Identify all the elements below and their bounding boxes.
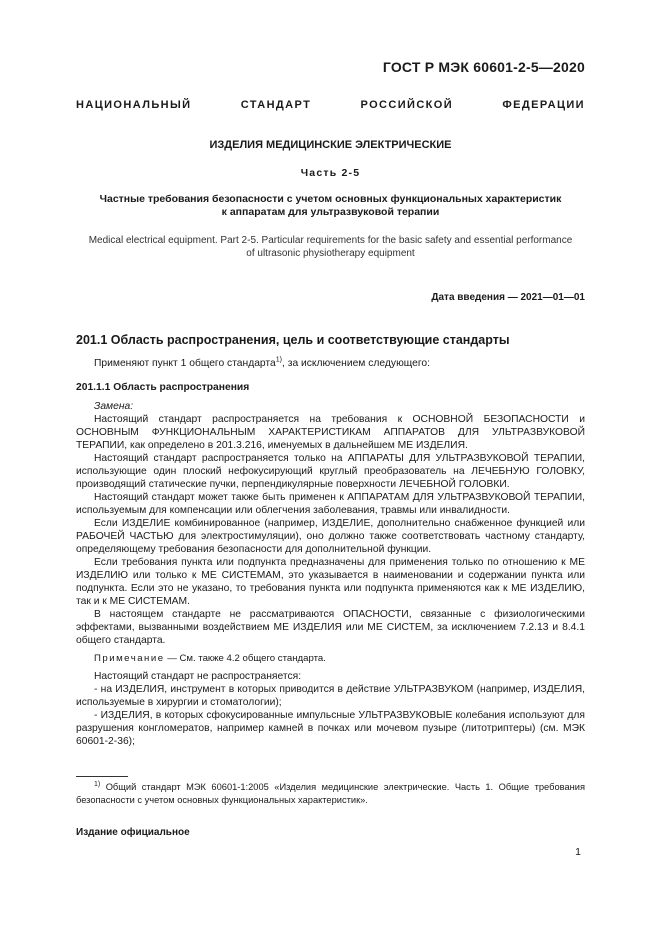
section-intro bbox=[76, 357, 585, 370]
english-title-line-2: of ultrasonic physiotherapy equipment bbox=[246, 248, 415, 259]
footnote-divider bbox=[76, 776, 128, 777]
document-subtitle bbox=[76, 193, 585, 219]
footnote-reference[interactable]: 1) bbox=[275, 356, 282, 364]
page-number: 1 bbox=[575, 846, 581, 858]
not-apply-intro: Настоящий стандарт не распространяется: bbox=[94, 671, 302, 682]
scope-paragraph: Настоящий стандарт распространяется на требования к ОСНОВНОЙ БЕЗОПАСНОСТИ и ОСНОВНЫМ ФУНКЦИОНАЛЬНЫМ ХАРАКТЕРИСТИКАМ АППАРАТОВ ДЛЯ УЛЬТРАЗВУКОВОЙ ТЕРАПИИ, как определено в 201.3.216, именуемых в дальнейшем МЕ ИЗДЕЛИЯ. bbox=[76, 414, 585, 451]
scope-body bbox=[76, 400, 585, 748]
note-label: Примечание bbox=[94, 653, 165, 664]
note bbox=[76, 652, 585, 665]
subtitle-line-1: Частные требования безопасности с учетом основных функциональных характеристик bbox=[99, 193, 562, 205]
intro-text-before: Применяют пункт 1 общего стандарта bbox=[94, 358, 276, 369]
scope-paragraph: Если ИЗДЕЛИЕ комбинированное (например, ИЗДЕЛИЕ, дополнительно снабженное функцией или РАБОЧЕЙ ЧАСТЬЮ для электростимуляции), оно должно также соответствовать частному стандарту, определяющему требования безопасности для дополнительной функции. bbox=[76, 518, 585, 555]
document-part: Часть 2-5 bbox=[300, 167, 361, 179]
english-title bbox=[76, 234, 585, 260]
note-text: — См. также 4.2 общего стандарта. bbox=[164, 653, 326, 664]
scope-paragraph: В настоящем стандарте не рассматриваются ОПАСНОСТИ, связанные с физиологическими эффектами, вызванными воздействием МЕ ИЗДЕЛИЯ или МЕ СИСТЕМ, за исключением 7.2.13 и 8.4.1 общего стандарта. bbox=[76, 609, 585, 646]
standard-designation: ГОСТ Р МЭК 60601-2-5—2020 bbox=[382, 59, 585, 75]
footnote-text: Общий стандарт МЭК 60601-1:2005 «Изделия медицинские электрические. Часть 1. Общие требования безопасности с учетом основных функциональных характеристик». bbox=[76, 782, 585, 805]
scope-paragraph: Настоящий стандарт может также быть применен к АППАРАТАМ ДЛЯ УЛЬТРАЗВУКОВОЙ ТЕРАПИИ, используемым для компенсации или облегчения заболевания, травмы или инвалидности. bbox=[76, 492, 585, 516]
document-title: ИЗДЕЛИЯ МЕДИЦИНСКИЕ ЭЛЕКТРИЧЕСКИЕ bbox=[209, 139, 452, 151]
not-apply-item: - ИЗДЕЛИЯ, в которых сфокусированные импульсные УЛЬТРАЗВУКОВЫЕ колебания используют для разрушения конгломератов, например камней в почках или мочевом пузыре (литотриптеры) (см. МЭК 60601-2-36); bbox=[76, 710, 585, 747]
intro-text-after: , за исключением следующего: bbox=[282, 358, 430, 369]
national-standard-banner: НАЦИОНАЛЬНЫЙ СТАНДАРТ РОССИЙСКОЙ ФЕДЕРАЦИИ bbox=[76, 99, 585, 111]
english-title-line-1: Medical electrical equipment. Part 2-5. Particular requirements for the basic safety and essential performance bbox=[88, 235, 573, 246]
introduction-date: Дата введения — 2021—01—01 bbox=[431, 292, 585, 303]
footnote bbox=[76, 781, 585, 806]
subsection-heading: 201.1.1 Область распространения bbox=[76, 382, 250, 393]
not-apply-item: - на ИЗДЕЛИЯ, инструмент в которых приводится в действие УЛЬТРАЗВУКОМ (например, ИЗДЕЛИЯ, используемые в хирургии и стоматологии); bbox=[76, 684, 585, 708]
footnote-marker: 1) bbox=[94, 780, 101, 788]
replacement-label: Замена: bbox=[94, 401, 134, 412]
subtitle-line-2: к аппаратам для ультразвуковой терапии bbox=[221, 206, 440, 218]
official-edition-label: Издание официальное bbox=[76, 827, 190, 838]
section-heading: 201.1 Область распространения, цель и соответствующие стандарты bbox=[76, 333, 510, 347]
scope-paragraph: Если требования пункта или подпункта предназначены для применения только по отношению к МЕ ИЗДЕЛИЮ или только к МЕ СИСТЕМАМ, это указывается в наименовании и содержании пункта или подпункта. Если это не указано, то требования пункта или подпункта применяются как к МЕ ИЗДЕЛИЮ, так и к МЕ СИСТЕМАМ. bbox=[76, 557, 585, 607]
scope-paragraph: Настоящий стандарт распространяется только на АППАРАТЫ ДЛЯ УЛЬТРАЗВУКОВОЙ ТЕРАПИИ, использующие один плоский нефокусирующий круглый преобразователь на ЛЕЧЕБНУЮ ГОЛОВКУ, производящий статические пучки, перпендикулярные поверхности ЛЕЧЕБНОЙ ГОЛОВКИ. bbox=[76, 453, 585, 490]
